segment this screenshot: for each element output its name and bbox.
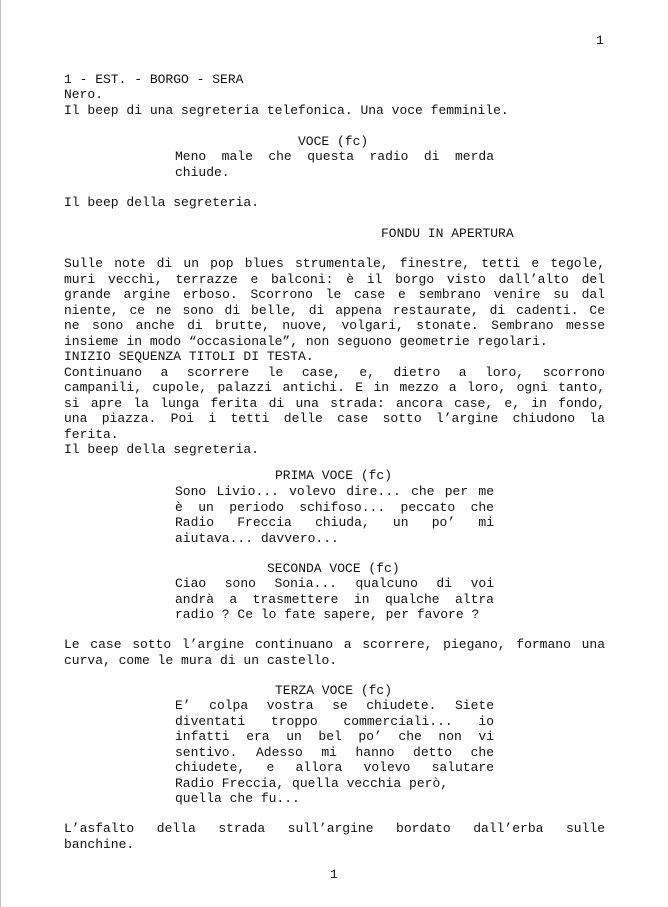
character-name: VOCE (fc) — [298, 134, 369, 149]
action-line: ne sono anche di brutte, nuove, volgari, stonate. Sembrano messe — [64, 318, 605, 333]
action-line: Continuano a scorrere le case, e, dietro a loro, scorrono — [64, 364, 605, 380]
dialogue-line: Ciao sono Sonia... qualcuno di voi — [175, 576, 494, 591]
action-line: niente, ce ne sono di belle, di appena restaurate, di cadenti. Ce — [64, 302, 605, 318]
action-line: banchine. — [64, 836, 135, 852]
dialogue-line: chiudete, e allora volevo salutare — [175, 760, 494, 775]
dialogue-line: è un periodo schifoso... peccato che — [175, 499, 494, 515]
dialogue-line: Radio Freccia chiuda, un po’ mi — [175, 515, 494, 530]
character-name: TERZA VOCE (fc) — [275, 683, 393, 698]
action-line: ferita. — [64, 426, 119, 442]
page-left-border — [0, 0, 1, 907]
scene-heading: 1 - EST. - BORGO - SERA — [64, 72, 244, 87]
dialogue-line: aiutava... davvero... — [175, 530, 339, 546]
page-number-top: 1 — [596, 33, 604, 48]
dialogue-line: Sono Livio... volevo dire... che per me — [175, 484, 494, 499]
dialogue-line: diventati troppo commerciali... io — [175, 713, 494, 729]
action-line: grande argine erboso. Scorrono le case e sembrano venire su dal — [64, 287, 605, 302]
action-line: INIZIO SEQUENZA TITOLI DI TESTA. — [64, 349, 314, 364]
dialogue-line: sentivo. Adesso mi hanno detto che — [175, 744, 494, 760]
dialogue-line: quella che fu... — [175, 791, 300, 806]
action-line: curva, come le mura di un castello. — [64, 652, 338, 668]
action-line: Il beep della segreteria. — [64, 442, 260, 457]
action-line: Sulle note di un pop blues strumentale, finestre, tetti e tegole, — [64, 256, 605, 271]
action-line: muri vecchi, terrazze e balconi: è il borgo visto dall’alto del — [64, 271, 605, 287]
dialogue-block — [175, 576, 494, 623]
dialogue-block — [175, 149, 494, 180]
dialogue-line: Radio Freccia, quella vecchia però, — [175, 775, 449, 791]
dialogue-line: andrà a trasmettere in qualche altra — [175, 591, 494, 607]
dialogue-line: infatti era un bel po’ che non vi — [175, 729, 494, 744]
dialogue-line: radio ? Ce lo fate sapere, per favore ? — [175, 607, 480, 622]
character-name: SECONDA VOCE (fc) — [267, 561, 400, 576]
dialogue-block — [175, 484, 494, 546]
transition: FONDU IN APERTURA — [381, 226, 514, 241]
action-line: si apre la lunga ferita di una strada: ancora case, e, in fondo, — [64, 395, 605, 411]
action-block — [64, 821, 605, 852]
action-block — [64, 637, 605, 668]
dialogue-line: chiude. — [175, 164, 230, 180]
action-line: una piazza. Poi i tetti delle case sotto l’argine chiudono la — [64, 411, 605, 426]
dialogue-block — [175, 698, 494, 807]
dialogue-line: E’ colpa vostra se chiudete. Siete — [175, 698, 494, 713]
action-line: L’asfalto della strada sull’argine bordato dall’erba sulle — [64, 821, 605, 836]
action-line: insieme in modo “occasionale”, non seguono geometrie regolari. — [64, 333, 548, 349]
action-line: Le case sotto l’argine continuano a scorrere, piegano, formano una — [64, 637, 605, 652]
action-line: Il beep della segreteria. — [64, 195, 260, 210]
action-line: Il beep di una segreteria telefonica. Una voce femminile. — [64, 103, 509, 118]
page-number-bottom: 1 — [330, 867, 338, 882]
dialogue-line: Meno male che questa radio di merda — [175, 149, 494, 164]
action-block — [64, 256, 605, 458]
action-line: Nero. — [64, 87, 104, 102]
character-name: PRIMA VOCE (fc) — [275, 468, 393, 483]
action-line: campanili, cupole, palazzi antichi. E in mezzo a loro, ogni tanto, — [64, 380, 605, 395]
